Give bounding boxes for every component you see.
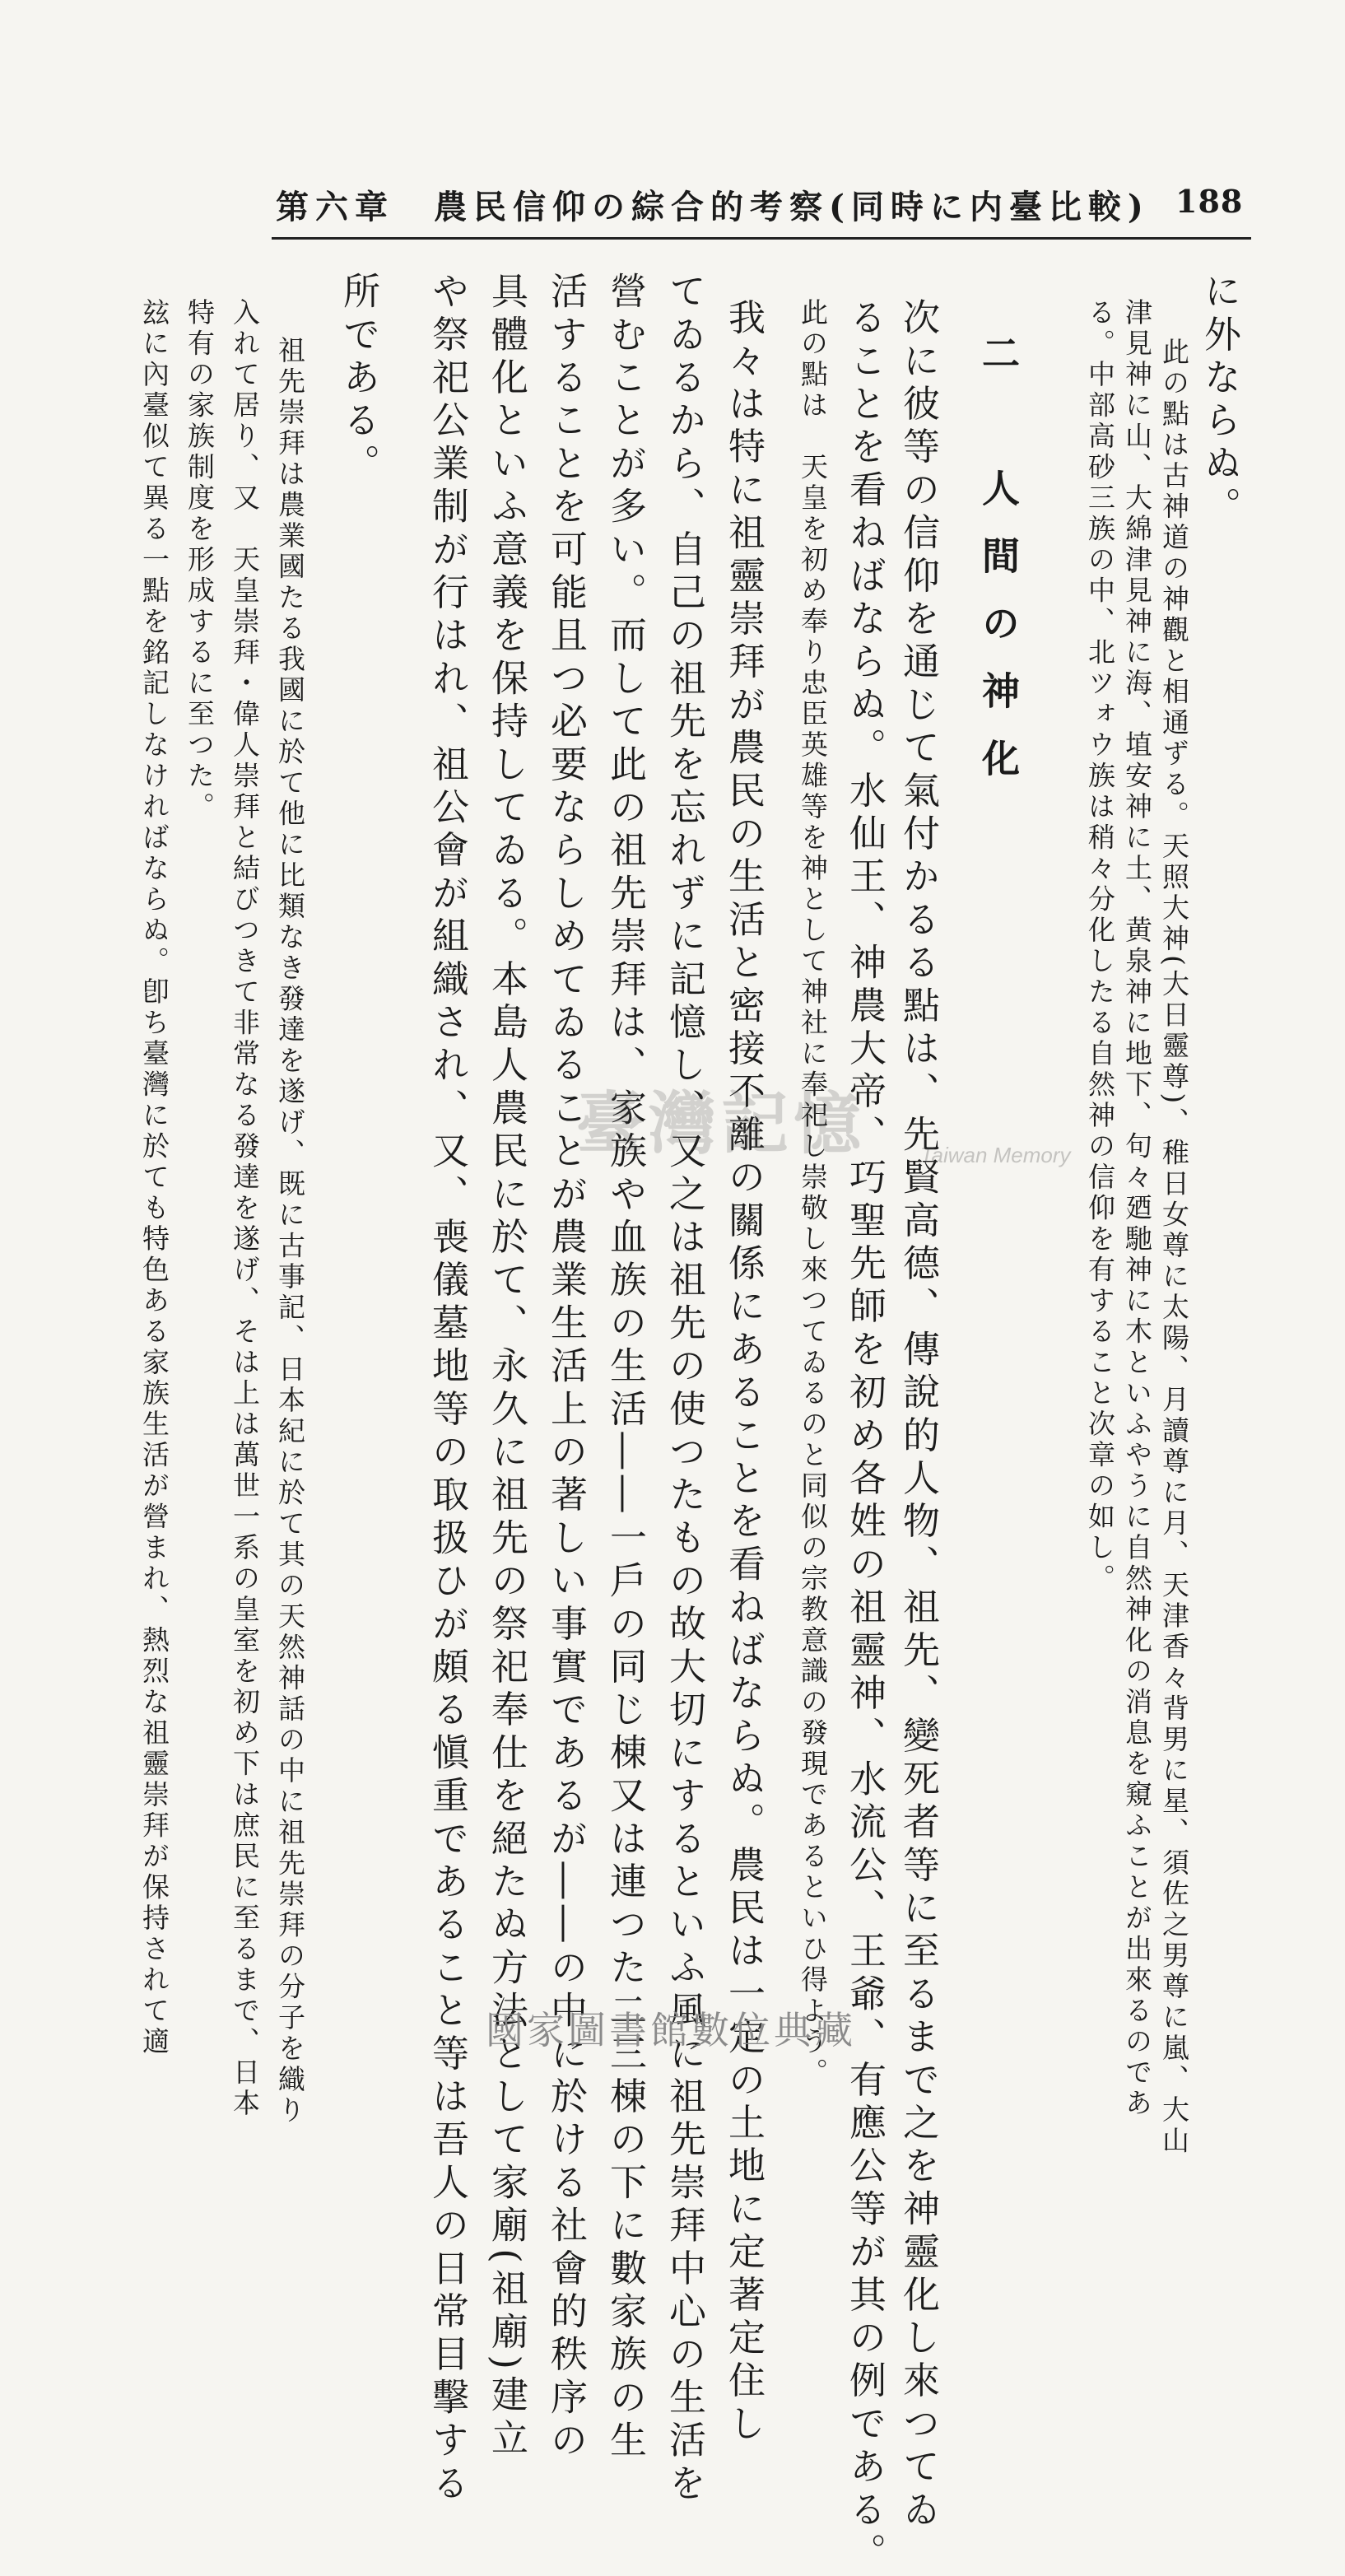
text-column-13: や祭祀公業制が行はれ、祖公會が組織され、又、喪儀墓地等の取扱ひが頗る愼重であること等は吾人の日常目擊する [426,272,469,2507]
text-column-4: る。中部高砂三族の中、北ツォウ族は稍々分化したる自然神の信仰を有すること次章の如し。 [1084,298,1116,1595]
text-column-3: 津見神に山、大綿津見神に海、埴安神に土、黄泉神に地下、句々廼馳神に木といふやうに自然神化の消息を窺ふことが出來るのであ [1121,298,1153,2120]
text-column-15: 祖先崇拜は農業國たる我國に於て他に比類なき發達を遂げ、既に古事記、日本紀に於て其の天然神話の中に祖先崇拜の分子を織り [274,336,306,2126]
text-column-17: 特有の家族制度を形成するに至つた。 [184,298,216,823]
text-column-8: 我々は特に祖靈崇拜が農民の生活と密接不離の關係にあることを看ねばならぬ。農民は一定の土地に定著定住し [722,298,766,2447]
text-column-10: 營むことが多い。而して此の祖先崇拜は、家族や血族の生活――一戶の同じ棟又は連つた二三棟の下に數家族の生 [603,272,647,2464]
text-column-5: 次に彼等の信仰を通じて氣付かるる點は、先賢高德、傳說的人物、祖先、變死者等に至るまで之を神靈化し來つてゐ [896,298,940,2533]
text-column-2: 此の點は古神道の神觀と相通ずる。天照大神(大日靈尊)、稚日女尊に太陽、月讀尊に月、天津香々背男に星、須佐之男尊に嵐、大山 [1158,338,1190,2157]
watermark-logo: 臺灣記憶 [576,1084,867,1163]
watermark-subtitle: Taiwan Memory [920,1143,1071,1167]
text-column-14: 所である。 [337,272,380,487]
header-rule [272,237,1251,240]
running-head: 第六章 農民信仰の綜合的考察(同時に内臺比較) [276,188,1150,226]
text-column-16: 入れて居り、又 天皇崇拜・偉人崇拜と結びつきて非常なる發達を遂げ、そは上は萬世一系の皇室を初め下は庶民に至るまで、日本 [229,298,261,2120]
text-column-12: 具體化といふ意義を保持してゐる。本島人農民に於て、永久に祖先の祭祀奉仕を絕たぬ方法として家廟(祖廟)建立 [485,272,528,2462]
page-number: 188 [1175,183,1244,220]
text-column-11: 活することを可能且つ必要ならしめてゐることが農業生活上の著しい事實であるが――の中に於ける社會的秩序の [544,272,588,2464]
text-column-18: 玆に內臺似て異る一點を銘記しなければならぬ。卽ち臺灣に於ても特色ある家族生活が營まれ、熱烈な祖靈崇拜が保持されて適 [138,298,170,2058]
text-column-6: ることを看ねばならぬ。水仙王、神農大帝、巧聖先師を初め各姓の祖靈神、水流公、王爺、有應公等が其の例である。 [843,298,887,2576]
text-column-7: 此の點は 天皇を初め奉り忠臣英雄等を神として神社に奉祀し崇敬し來つてゐるのと同似の宗教意識の發現であるといひ得よう。 [797,298,829,2089]
text-column-1: に外ならぬ。 [1198,272,1241,530]
text-column-9: てゐるから、自己の祖先を忘れずに記憶し、又之は祖先の使つたもの故大切にするといふ風に祖先崇拜中心の生活を [663,272,706,2507]
section-heading: 二 人間の神化 [976,333,1021,806]
footer-credit: 國家圖書館數位典藏 [486,2008,856,2052]
